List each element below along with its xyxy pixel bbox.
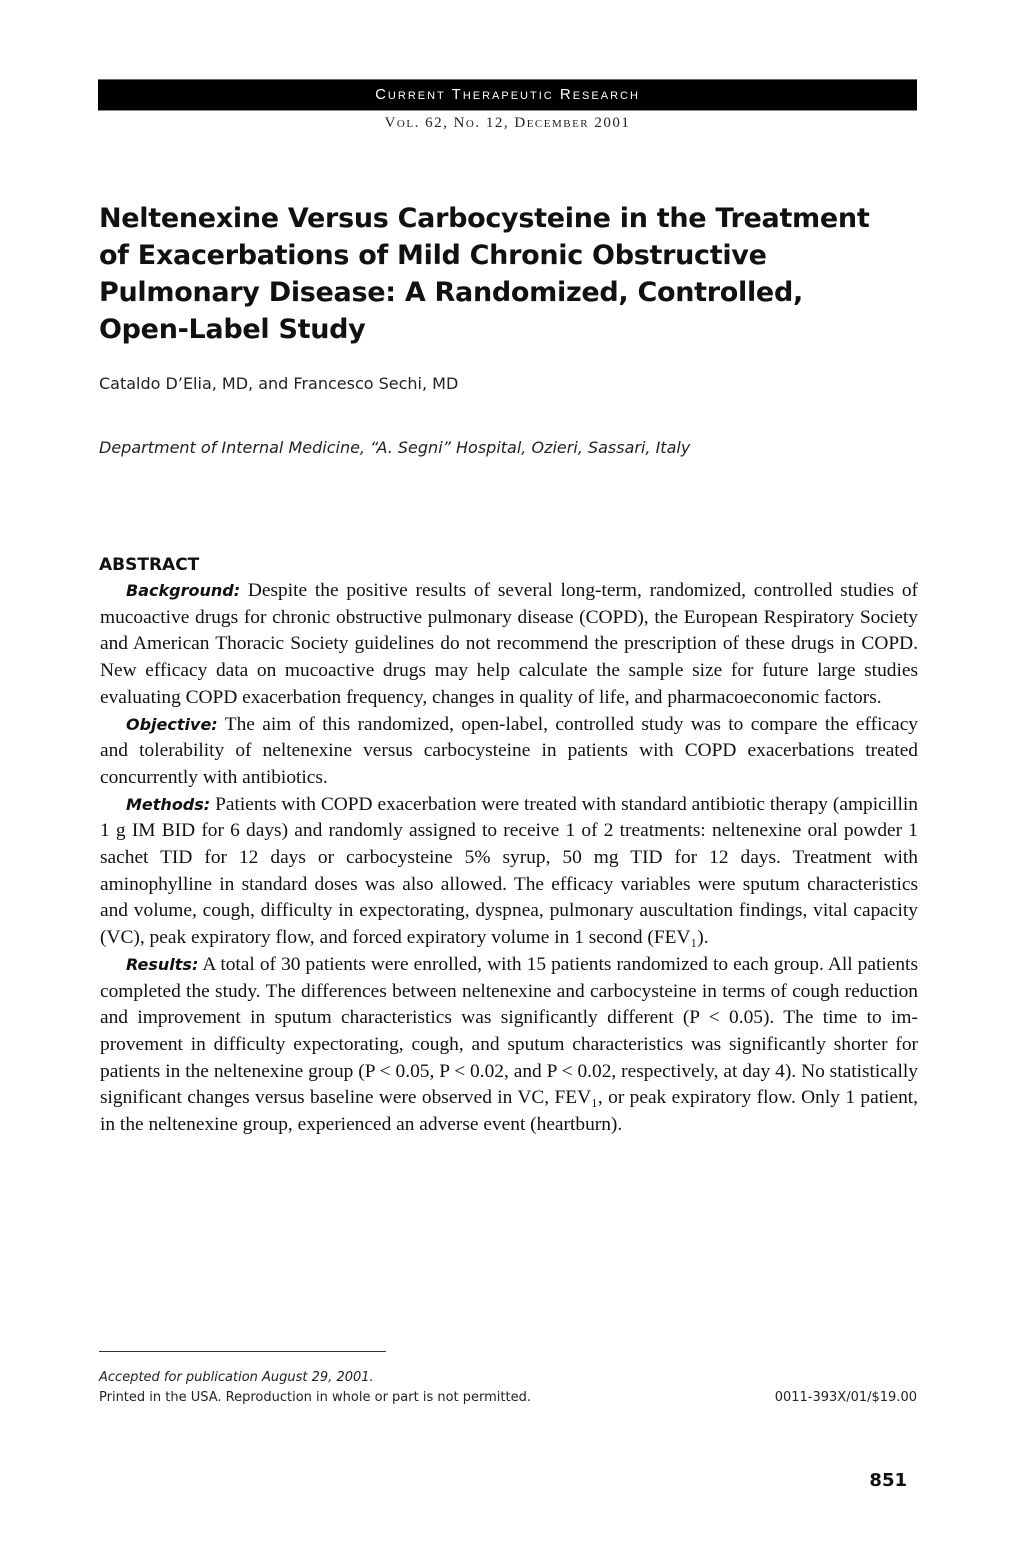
- section-text: Despite the positive results of several long-term, randomized, controlled studies of mucoactive drugs for chronic obstructive pulmonary disease (COPD), the European Respiratory Society and American Thoracic Society guidelines do not recommend the prescription of these drugs in COPD. New efficacy data on mucoactive drugs may help calculate the sample size for future large studies evaluating COPD exacerbation frequency, changes in quality of life, and pharmacoeconomic factors.: [100, 580, 918, 708]
- section-label: Results:: [126, 954, 199, 974]
- volume-issue-line: Vol. 62, No. 12, December 2001: [384, 115, 631, 131]
- abstract-background: [100, 578, 918, 712]
- copyright-note: Printed in the USA. Reproduction in whole or part is not permitted.: [99, 1390, 531, 1405]
- section-label: Background:: [126, 581, 241, 600]
- abstract-objective: [100, 712, 918, 792]
- abstract-results: [100, 952, 918, 1139]
- section-text: The aim of this randomized, open-label, controlled study was to compare the efficacy and tolerability of neltenexine versus carbocysteine in patients with COPD exacerbations treated concurrently with antibiotics.: [100, 713, 918, 788]
- section-label: Objective:: [126, 714, 218, 734]
- abstract-methods: [100, 792, 918, 952]
- page-number: 851: [869, 1470, 907, 1491]
- issn-price-code: 0011-393X/01/$19.00: [774, 1390, 917, 1405]
- article-title: Neltenexine Versus Carbocysteine in the Treatment of Exacerbations of Mild Chronic Obstructive Pulmonary Disease: A Randomized, Controlled, Open-Label Study: [99, 203, 870, 345]
- section-text: Patients with COPD exacerbation were treated with standard antibiotic therapy (ampicillin 1 g IM BID for 6 days) and randomly assigned to receive 1 of 2 treatments: neltenexine oral powder 1 sachet TID for 12 days or carbocysteine 5% syrup, 50 mg TID for 12 days. Treatment with aminophylline in standard doses was also allowed. The efficacy variables were sputum characteristics and volume, cough, difficulty in expectorating, dyspnea, pulmonary auscultation findings, vital capacity (VC), peak expiratory flow, and forced expiratory volume in 1 second (FEV₁).: [100, 793, 918, 949]
- author-list: Cataldo D’Elia, MD, and Francesco Sechi, MD: [99, 374, 459, 393]
- footnote-divider: [99, 1351, 386, 1352]
- abstract-body: [100, 578, 918, 1139]
- journal-name-banner: Current Therapeutic Research: [98, 79, 917, 111]
- section-text: A total of 30 patients were enrolled, with 15 patients randomized to each group. All patients completed the study. The differences between neltenexine and carbocysteine in terms of cough reduction and improvement in sputum characteristics was significantly different (P < 0.05). The time to improvement in difficulty expectorating, cough, and sputum characteristics was significantly shorter for patients in the neltenexine group (P < 0.05, P < 0.02, and P < 0.02, respectively, at day 4). No statistically significant changes versus baseline were observed in VC, FEV₁, or peak expiratory flow. Only 1 patient, in the neltenexine group, experienced an adverse event (heartburn).: [100, 953, 918, 1136]
- acceptance-note: Accepted for publication August 29, 2001.: [99, 1370, 374, 1385]
- section-label: Methods:: [126, 794, 211, 814]
- abstract-heading: ABSTRACT: [99, 555, 200, 575]
- author-affiliation: Department of Internal Medicine, “A. Segni” Hospital, Ozieri, Sassari, Italy: [99, 438, 691, 457]
